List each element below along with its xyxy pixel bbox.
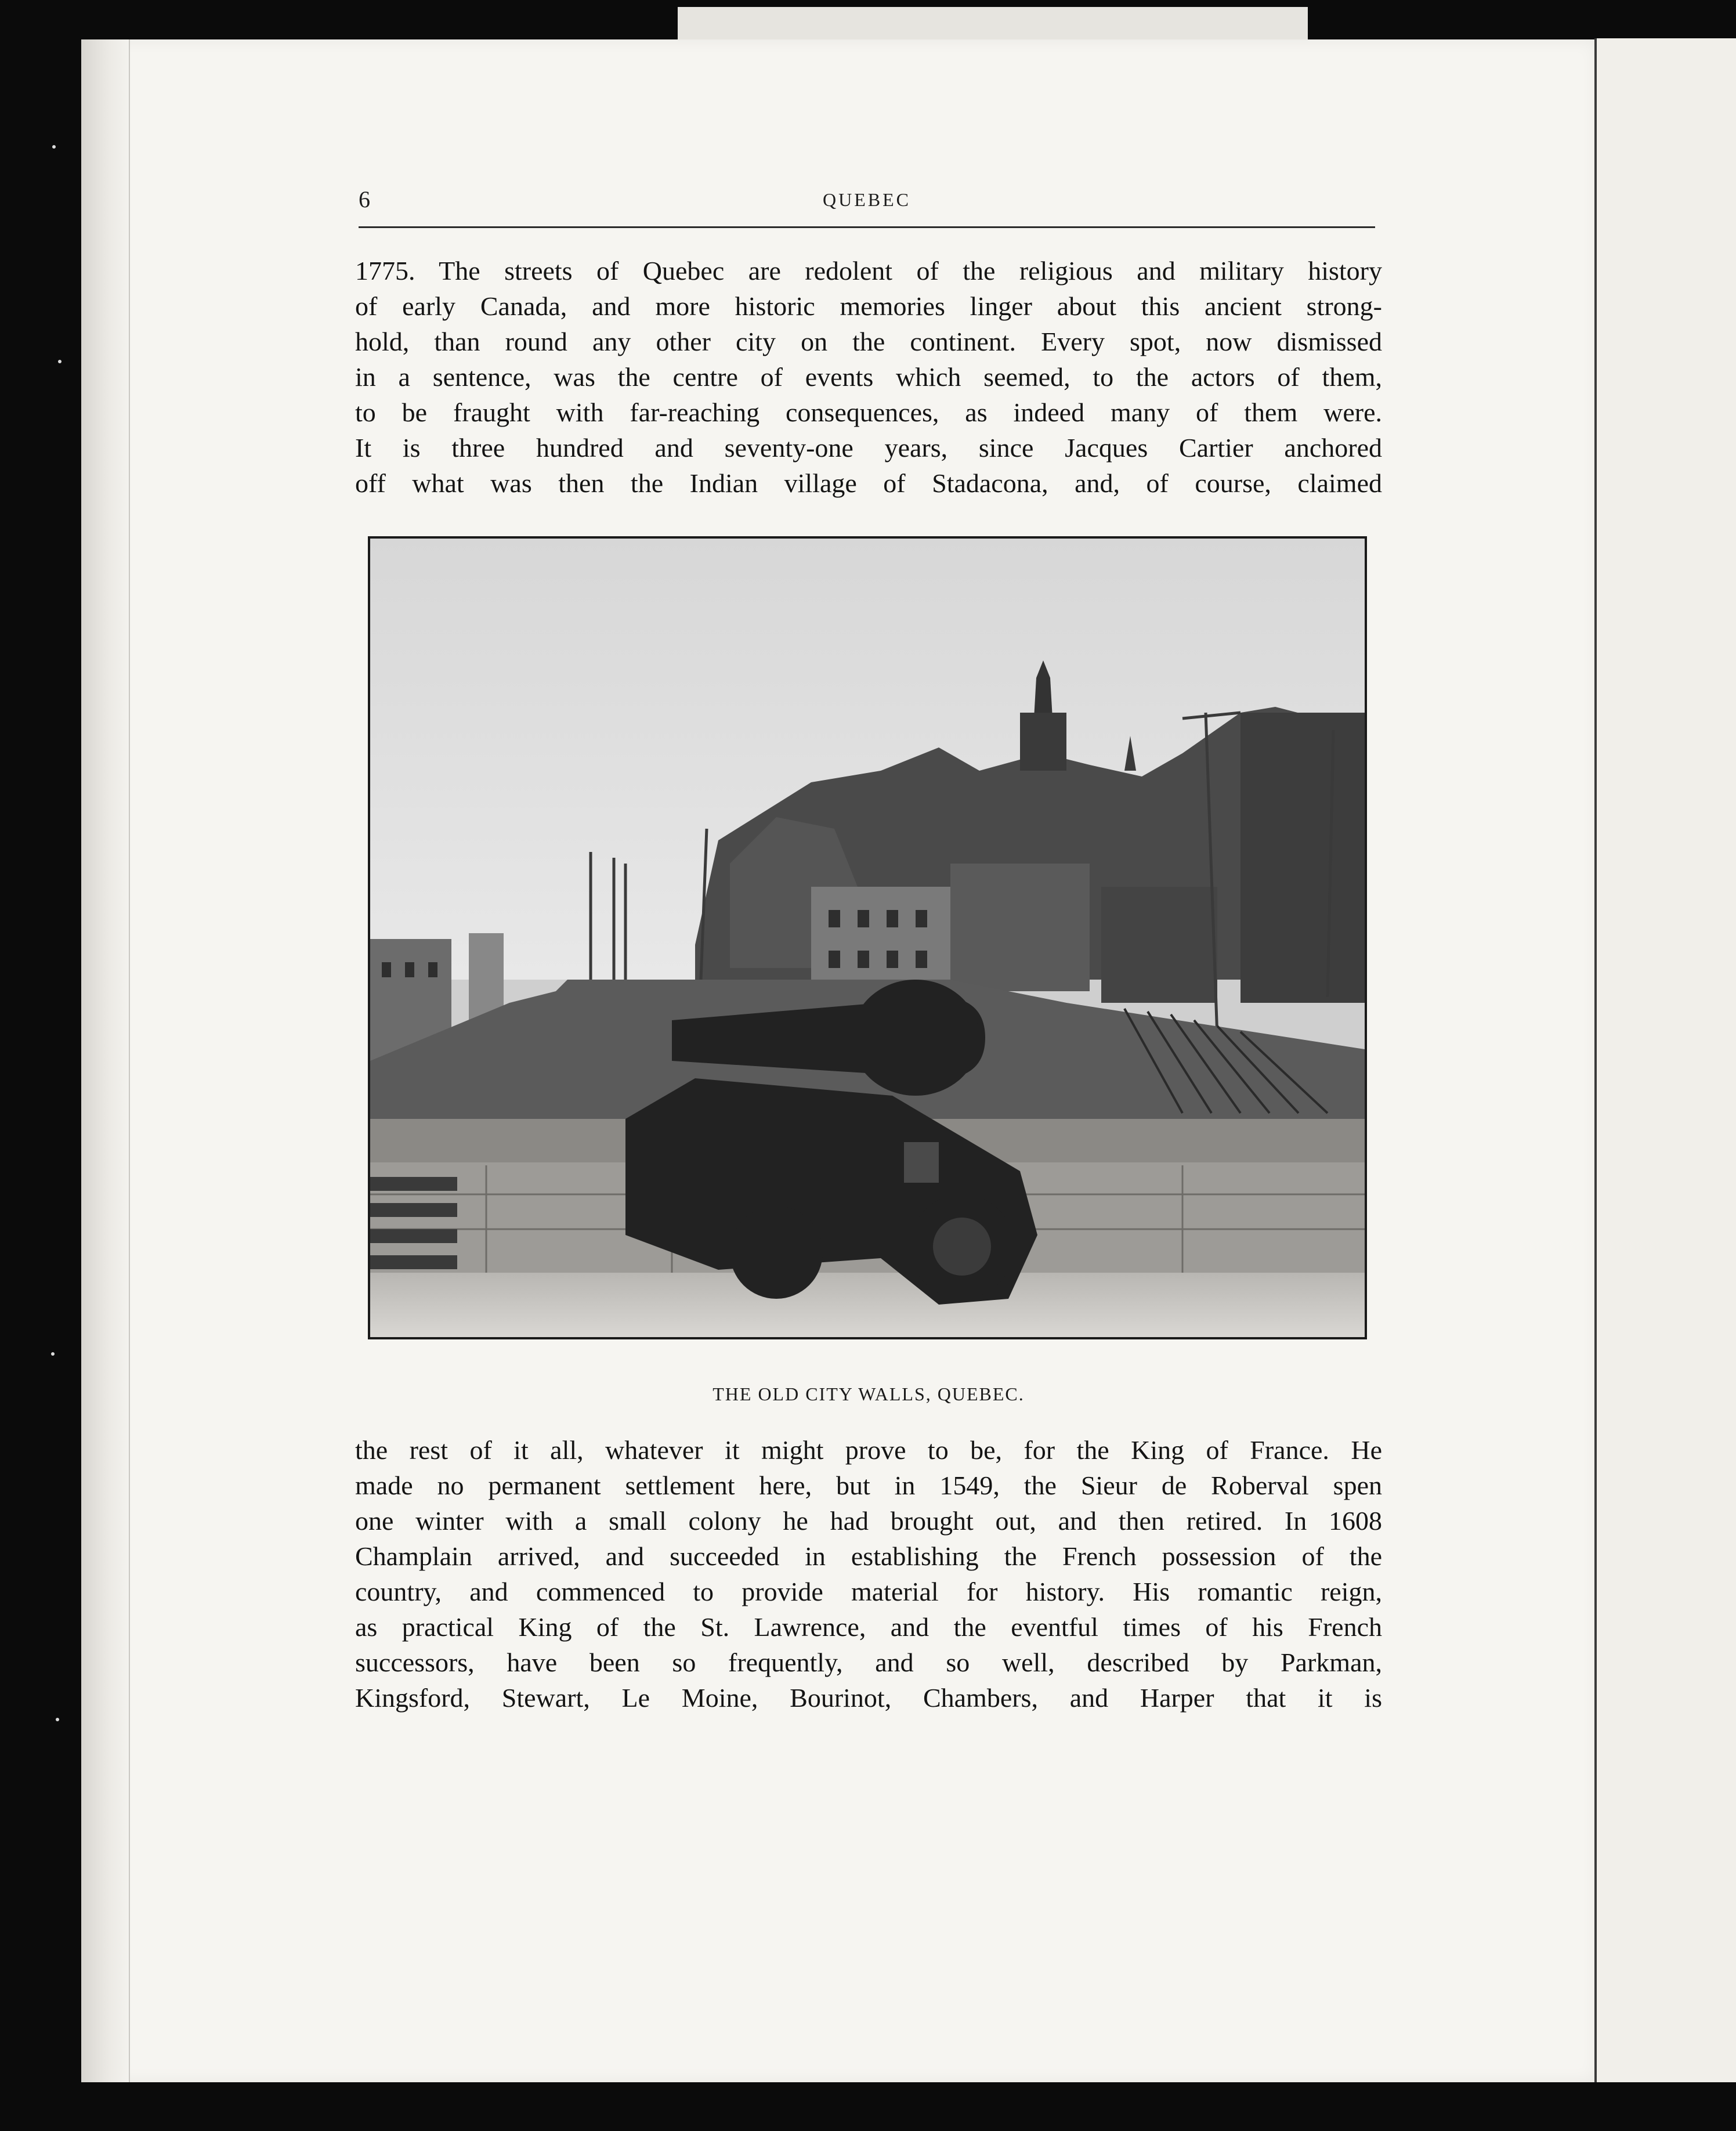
text-line: of early Canada, and more historic memories linger about this ancient strong- — [355, 291, 1382, 321]
running-head — [359, 186, 1375, 228]
photo-plate — [368, 536, 1367, 1339]
text-line: in a sentence, was the centre of events which seemed, to the actors of them, — [355, 362, 1382, 392]
text-line: the rest of it all, whatever it might prove to be, for the King of France. He — [355, 1435, 1382, 1465]
body-text-top — [355, 253, 1382, 501]
page-fold — [81, 39, 130, 2082]
text-line: one winter with a small colony he had brought out, and then retired. In 1608 — [355, 1506, 1382, 1536]
text-line: made no permanent settlement here, but in 1549, the Sieur de Roberval spen — [355, 1471, 1382, 1500]
text-line: Champlain arrived, and succeeded in establishing the French possession of the — [355, 1541, 1382, 1571]
text-line: It is three hundred and seventy-one years, since Jacques Cartier anchored — [355, 433, 1382, 463]
page-number: 6 — [359, 186, 370, 212]
facing-page — [1597, 38, 1736, 2099]
text-line: as practical King of the St. Lawrence, and the eventful times of his French — [355, 1612, 1382, 1642]
scan-border — [81, 2082, 1736, 2131]
text-line: successors, have been so frequently, and so well, described by Parkman, — [355, 1648, 1382, 1677]
text-line: to be fraught with far-reaching consequences, as indeed many of them were. — [355, 398, 1382, 427]
scan-speck — [52, 145, 56, 149]
text-line: 1775. The streets of Quebec are redolent of the religious and military history — [355, 256, 1382, 286]
scan-speck — [56, 1718, 59, 1721]
scan-speck — [58, 360, 62, 363]
running-title: QUEBEC — [823, 189, 911, 210]
scan-speck — [51, 1352, 55, 1356]
text-line: Kingsford, Stewart, Le Moine, Bourinot, Chambers, and Harper that it is — [355, 1683, 1382, 1713]
body-text-bottom — [355, 1432, 1382, 1715]
plate-caption: THE OLD CITY WALLS, QUEBEC. — [713, 1384, 1025, 1404]
text-line: hold, than round any other city on the continent. Every spot, now dismissed — [355, 327, 1382, 356]
text-line: off what was then the Indian village of Stadacona, and, of course, claimed — [355, 468, 1382, 498]
old-city-walls-photo — [370, 539, 1365, 1337]
scanner-top-strip — [678, 7, 1308, 39]
text-line: country, and commenced to provide material for history. His romantic reign, — [355, 1577, 1382, 1606]
